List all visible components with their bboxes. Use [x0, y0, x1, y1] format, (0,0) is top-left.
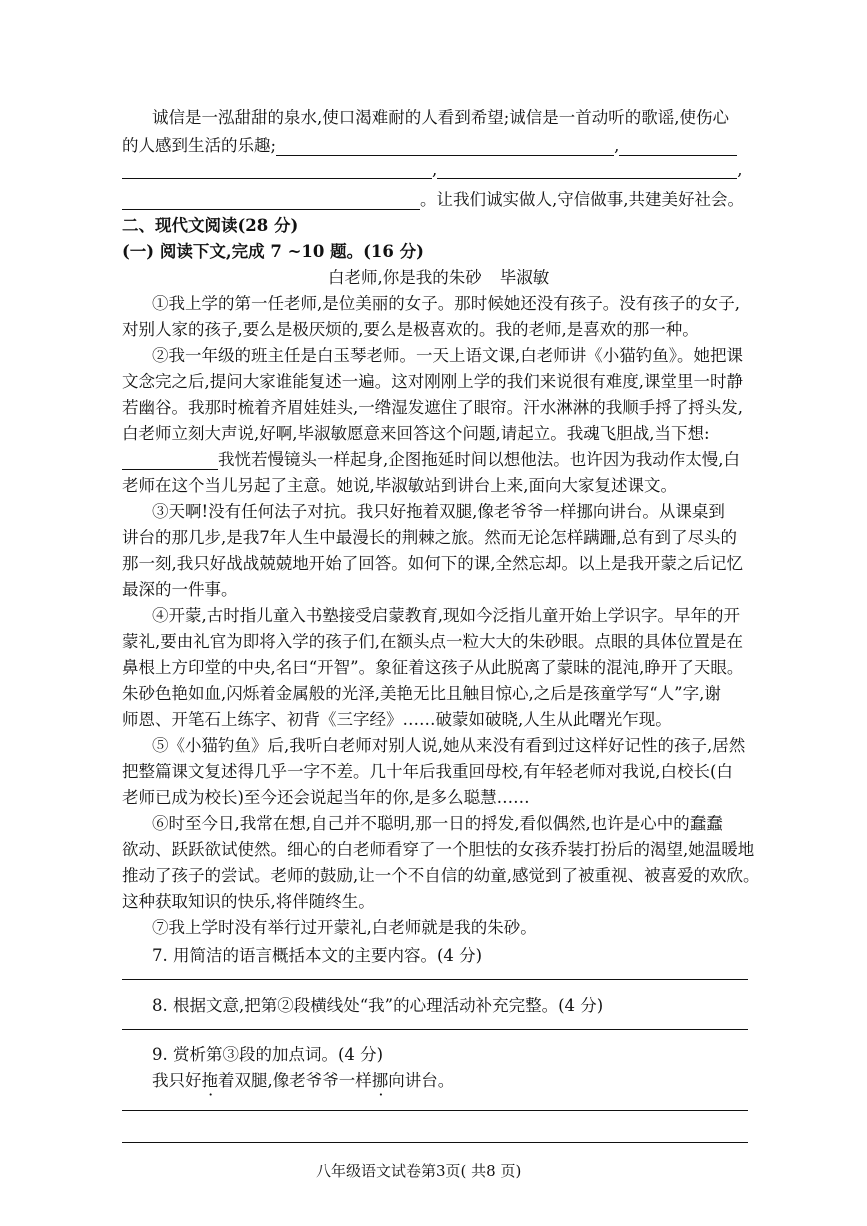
- part-title: (一) 阅读下文,完成 7 ~10 题。(16 分): [122, 242, 424, 261]
- article-line: 白老师立刻大声说,好啊,毕淑敏愿意来回答这个问题,请起立。我魂飞胆战,当下想:: [122, 424, 710, 443]
- intro-line-1: 诚信是一泓甜甜的泉水,使口渴难耐的人看到希望;诚信是一首动听的歌谣,使伤心: [152, 108, 730, 127]
- quote-text: 着双腿,像老爷爷一样: [218, 1071, 372, 1090]
- answer-blank[interactable]: [122, 451, 218, 470]
- intro-line-2-text: 的人感到生活的乐趣;: [122, 136, 277, 155]
- answer-line[interactable]: [122, 1142, 748, 1143]
- article-line: 那一刻,我只好战战兢兢地开始了回答。如何下的课,全然忘却。以上是我开蒙之后记忆: [122, 554, 743, 573]
- article-line: 文念完之后,提问大家谁能复述一遍。这对刚刚上学的我们来说很有难度,课堂里一时静: [122, 372, 743, 391]
- answer-blank[interactable]: [122, 191, 420, 210]
- article-line: 对别人家的孩子,要么是极厌烦的,要么是极喜欢的。我的老师,是喜欢的那一种。: [122, 320, 699, 339]
- article-line: ③天啊!没有任何法子对抗。我只好拖着双腿,像老爷爷一样挪向讲台。从课桌到: [152, 502, 725, 521]
- article-line: 这种获取知识的快乐,将伴随终生。: [122, 892, 375, 911]
- article-line: 若幽谷。我那时梳着齐眉娃娃头,一绺湿发遮住了眼帘。汗水淋淋的我顺手捋了捋头发,: [122, 398, 743, 417]
- intro-line-2: [122, 132, 737, 156]
- article-line: ②我一年级的班主任是白玉琴老师。一天上语文课,白老师讲《小猫钓鱼》。她把课: [152, 346, 743, 365]
- question-8: 8. 根据文意,把第②段横线处“我”的心理活动补充完整。(4 分): [152, 996, 604, 1015]
- answer-line[interactable]: [122, 979, 748, 980]
- article-line: ④开蒙,古时指儿童入书塾接受启蒙教育,现如今泛指儿童开始上学识字。早年的开: [152, 606, 740, 625]
- section-title: 二、现代文阅读(28 分): [122, 216, 299, 235]
- dotted-word: 拖: [201, 1071, 218, 1090]
- article-line: 蒙礼,要由礼官为即将入学的孩子们,在额头点一粒大大的朱砂眼。点眼的具体位置是在: [122, 632, 743, 651]
- article-line-with-blank: [122, 446, 740, 470]
- answer-line[interactable]: [122, 1110, 748, 1111]
- question-9-quote: [152, 1067, 454, 1091]
- question-9: 9. 赏析第③段的加点词。(4 分): [152, 1045, 384, 1064]
- comma: ,: [737, 160, 743, 179]
- article-line: 老师在这个当儿另起了主意。她说,毕淑敏站到讲台上来,面向大家复述课文。: [122, 476, 677, 495]
- answer-line[interactable]: [122, 1029, 748, 1030]
- answer-blank[interactable]: [122, 160, 432, 179]
- article-line: ⑤《小猫钓鱼》后,我听白老师对别人说,她从来没有看到过这样好记性的孩子,居然: [152, 736, 746, 755]
- intro-line-4: [122, 186, 744, 210]
- article-line: ①我上学的第一任老师,是位美丽的女子。那时候她还没有孩子。没有孩子的女子,: [152, 294, 740, 313]
- intro-line-3: [122, 160, 743, 179]
- article-heading: [328, 264, 549, 288]
- comma: ,: [614, 136, 620, 155]
- article-line: 讲台的那几步,是我7年人生中最漫长的荆棘之旅。然而无论怎样蹒跚,总有到了尽头的: [122, 528, 737, 547]
- quote-text: 向讲台。: [388, 1071, 455, 1090]
- question-7: 7. 用简洁的语言概括本文的主要内容。(4 分): [152, 946, 483, 965]
- comma: ,: [432, 160, 438, 179]
- article-line: 鼻根上方印堂的中央,名曰“开智”。象征着这孩子从此脱离了蒙昧的混沌,睁开了天眼。: [122, 658, 744, 677]
- article-line: 欲动、跃跃欲试使然。细心的白老师看穿了一个胆怯的女孩乔装打扮后的渴望,她温暖地: [122, 840, 755, 859]
- article-line: 把整篇课文复述得几乎一字不差。几十年后我重回母校,有年轻老师对我说,白校长(白: [122, 762, 733, 781]
- quote-text: 我只好: [152, 1071, 202, 1090]
- article-line: ⑦我上学时没有举行过开蒙礼,白老师就是我的朱砂。: [152, 918, 537, 937]
- intro-line-4-text: 。让我们诚实做人,守信做事,共建美好社会。: [420, 190, 744, 209]
- page-footer: 八年级语文试卷第3页( 共8 页): [316, 1162, 522, 1180]
- article-line: 最深的一件事。: [122, 580, 238, 599]
- answer-blank[interactable]: [619, 137, 737, 156]
- article-line: 老师已成为校长)至今还会说起当年的你,是多么聪慧……: [122, 788, 530, 807]
- article-line: 推动了孩子的尝试。老师的鼓励,让一个不自信的幼童,感觉到了被重视、被喜爱的欢欣。: [122, 866, 760, 885]
- article-line: ⑥时至今日,我常在想,自己并不聪明,那一日的捋发,看似偶然,也许是心中的蠢蠢: [152, 814, 723, 833]
- article-line: 我恍若慢镜头一样起身,企图拖延时间以想他法。也许因为我动作太慢,白: [218, 450, 740, 469]
- article-author: 毕淑敏: [499, 268, 550, 287]
- article-title: 白老师,你是我的朱砂: [328, 268, 482, 287]
- dotted-word: 挪: [371, 1071, 389, 1090]
- article-line: 朱砂色艳如血,闪烁着金属般的光泽,美艳无比且触目惊心,之后是孩童学写“人”字,谢: [122, 684, 721, 703]
- article-line: 师恩、开笔石上练字、初背《三字经》……破蒙如破晓,人生从此曙光乍现。: [122, 710, 672, 729]
- answer-blank[interactable]: [276, 137, 614, 156]
- answer-blank[interactable]: [437, 160, 737, 179]
